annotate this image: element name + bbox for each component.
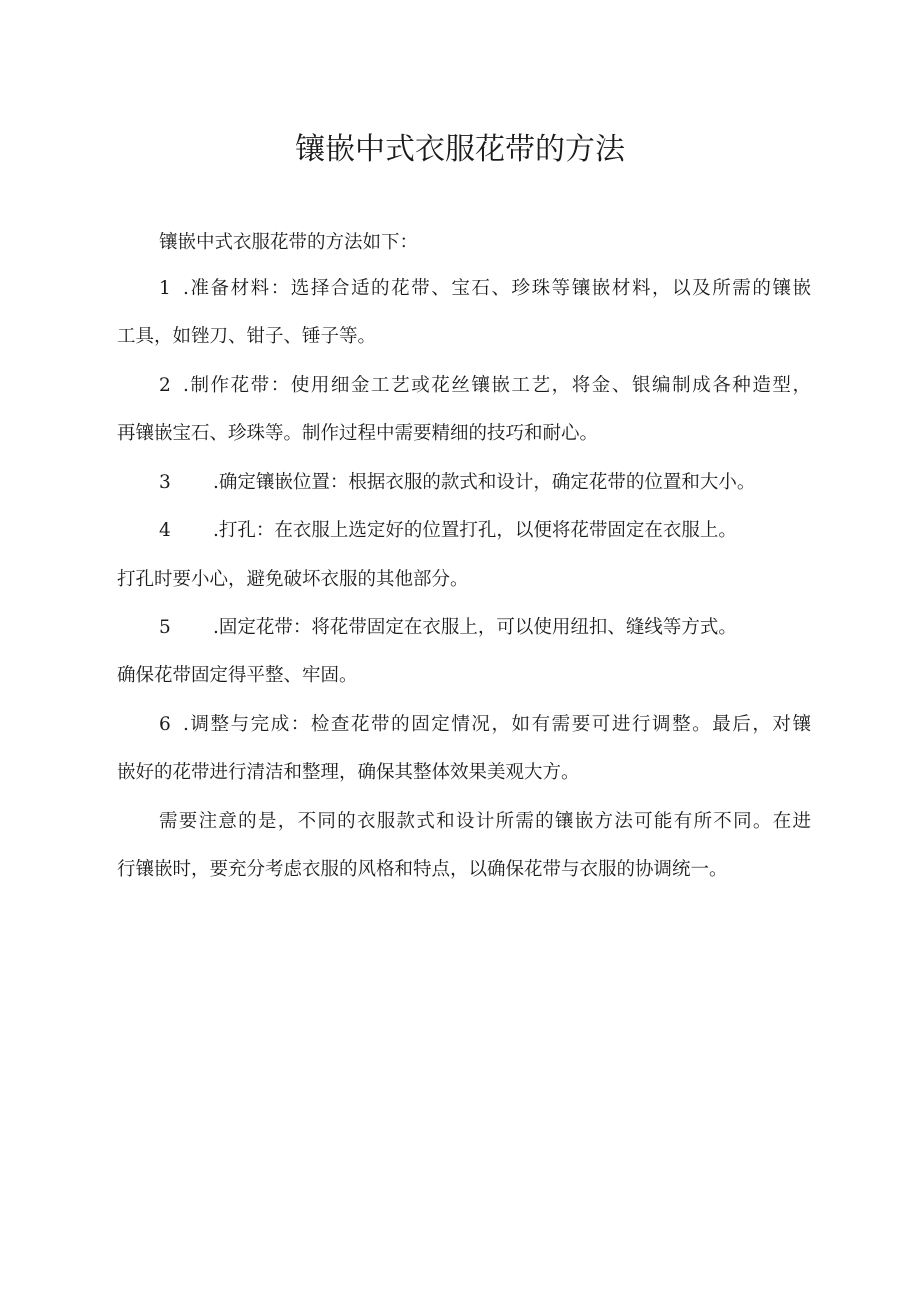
step-number: 3: [159, 472, 171, 493]
step-5-line-2: 确保花带固定得平整、牢固。: [117, 665, 358, 686]
step-6-line-2: 嵌好的花带进行清洁和整理，确保其整体效果美观大方。: [117, 762, 580, 783]
note-line-1: 需要注意的是，不同的衣服款式和设计所需的镶嵌方法可能有所不同。在进: [159, 811, 811, 832]
step-number: 6: [159, 714, 171, 735]
document-title: 镶嵌中式衣服花带的方法: [295, 132, 625, 167]
step-4-line-1: 4 .打孔：在衣服上选定好的位置打孔，以便将花带固定在衣服上。: [159, 517, 737, 545]
step-number: 5: [159, 617, 171, 638]
step-2-line-2: 再镶嵌宝石、珍珠等。制作过程中需要精细的技巧和耐心。: [117, 423, 599, 444]
step-2-line-1: 2 .制作花带：使用细金工艺或花丝镶嵌工艺，将金、银编制成各种造型，: [159, 372, 811, 400]
step-4-line-2: 打孔时要小心，避免破坏衣服的其他部分。: [117, 569, 469, 590]
step-1-line-2: 工具，如锉刀、钳子、锤子等。: [117, 326, 377, 347]
step-number: 1: [159, 278, 171, 299]
step-5-line-1: 5 .固定花带：将花带固定在衣服上，可以使用纽扣、缝线等方式。: [159, 614, 737, 642]
step-6-line-1: 6 .调整与完成：检查花带的固定情况，如有需要可进行调整。最后，对镶: [159, 711, 811, 739]
step-number: 4: [159, 520, 171, 541]
step-number: 2: [159, 375, 171, 396]
step-3-line-1: 3 .确定镶嵌位置：根据衣服的款式和设计，确定花带的位置和大小。: [159, 469, 755, 497]
step-1-line-1: 1 .准备材料：选择合适的花带、宝石、珍珠等镶嵌材料，以及所需的镶嵌: [159, 275, 811, 303]
note-line-2: 行镶嵌时，要充分考虑衣服的风格和特点，以确保花带与衣服的协调统一。: [117, 859, 728, 880]
intro-paragraph: 镶嵌中式衣服花带的方法如下：: [159, 232, 419, 253]
